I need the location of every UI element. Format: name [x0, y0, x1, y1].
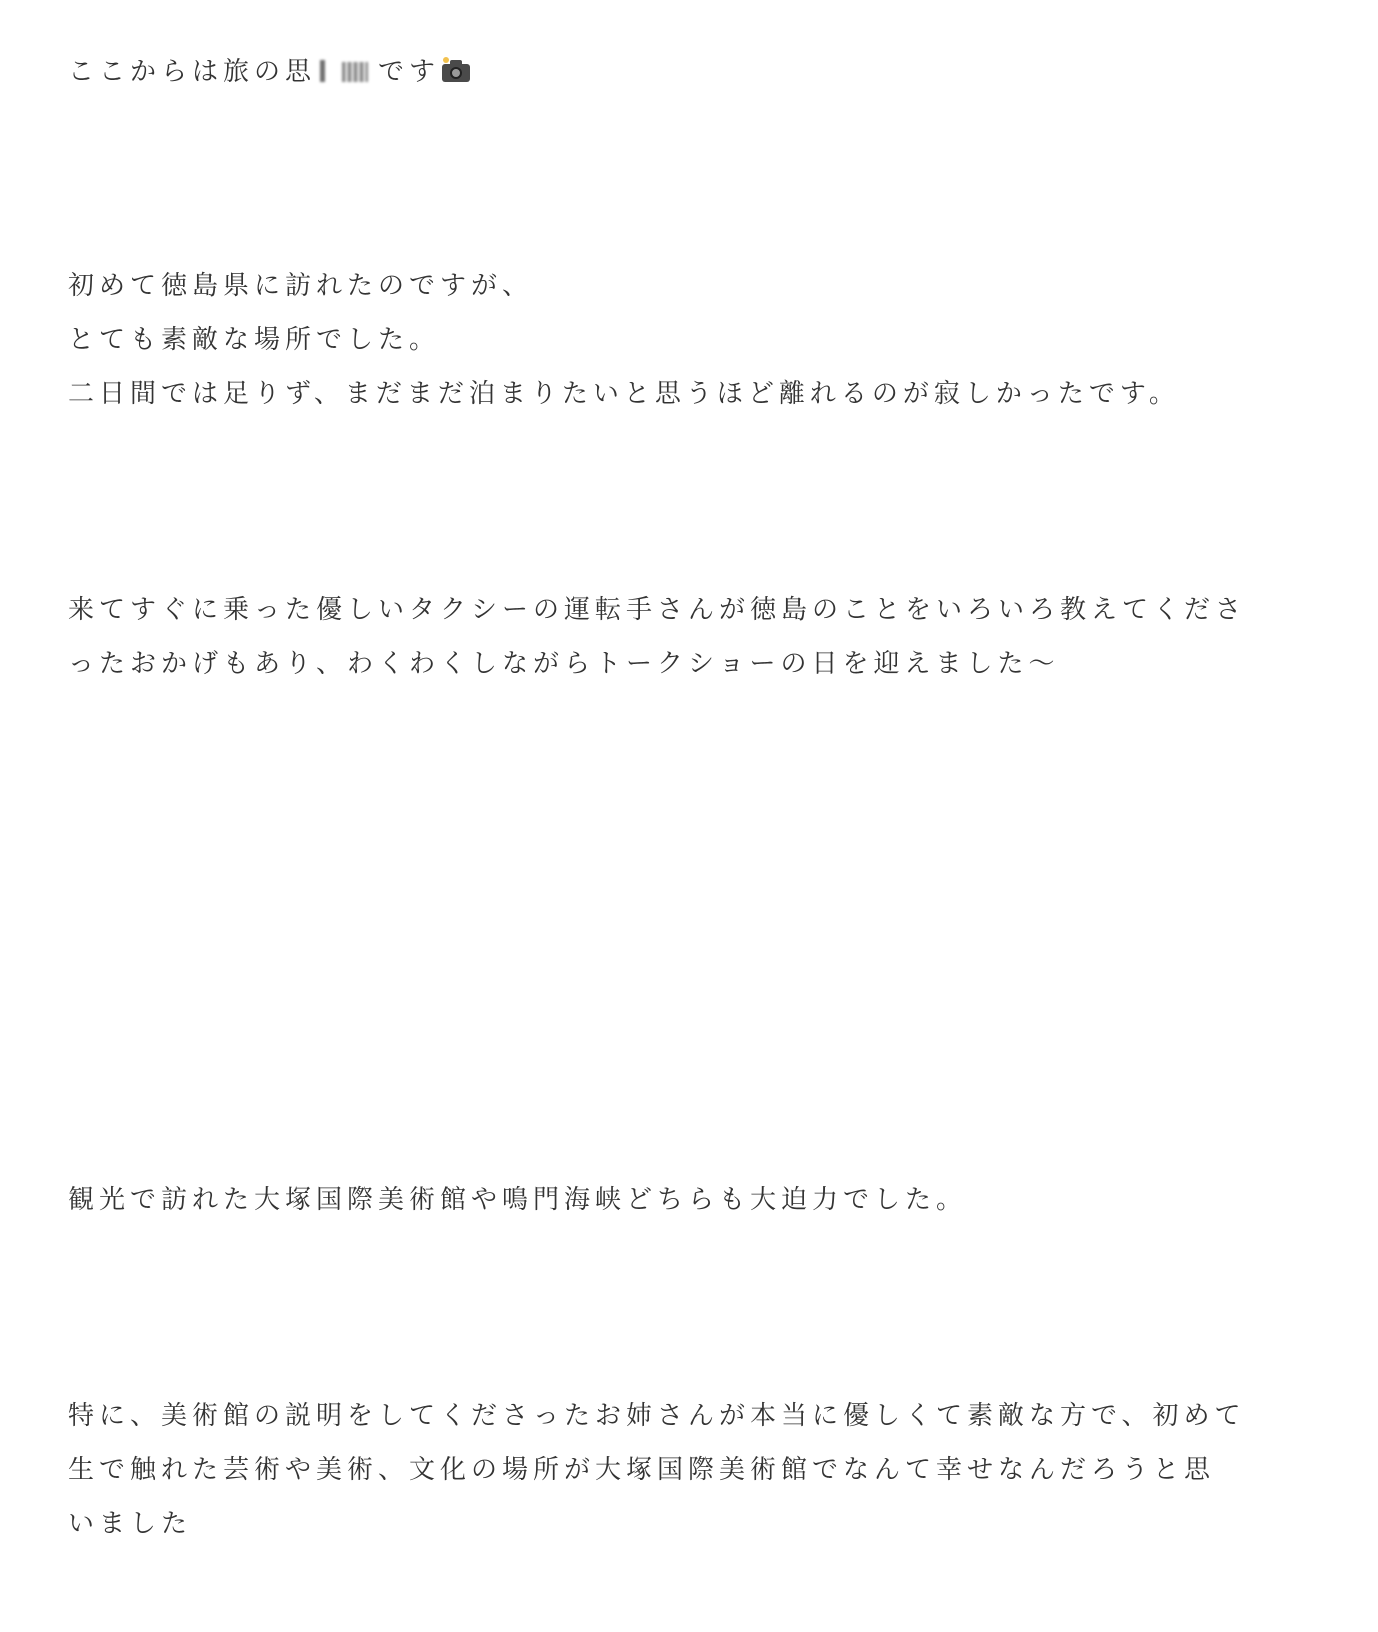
camera-with-flash-icon — [442, 60, 470, 82]
paragraph-3-line-1: 観光で訪れた大塚国際美術館や鳴門海峡どちらも大迫力でした。 — [68, 1185, 968, 1215]
paragraph-1-line-3: 二日間では足りず、まだまだ泊まりたいと思うほど離れるのが寂しかったです。 — [68, 379, 1180, 409]
paragraph-4-line-2: 生で触れた芸術や美術、文化の場所が大塚国際美術館でなんて幸せなんだろうと思 — [68, 1455, 1216, 1485]
paragraph-1-line-1: 初めて徳島県に訪れたのですが、 — [68, 271, 534, 301]
blurred-text — [316, 58, 372, 84]
paragraph-4-line-3: いました — [68, 1509, 193, 1539]
intro-text-before: ここからは旅の思 — [68, 57, 317, 87]
intro-text-after: です — [378, 57, 441, 87]
paragraph-2-line-1: 来てすぐに乗った優しいタクシーの運転手さんが徳島のことをいろいろ教えてくださ — [68, 595, 1247, 625]
intro-line — [68, 54, 470, 90]
paragraph-1-line-2: とても素敵な場所でした。 — [68, 325, 441, 355]
paragraph-4-line-1: 特に、美術館の説明をしてくださったお姉さんが本当に優しくて素敵な方で、初めて — [68, 1401, 1246, 1431]
paragraph-2-line-2: ったおかげもあり、わくわくしながらトークショーの日を迎えました〜 — [68, 649, 1060, 679]
